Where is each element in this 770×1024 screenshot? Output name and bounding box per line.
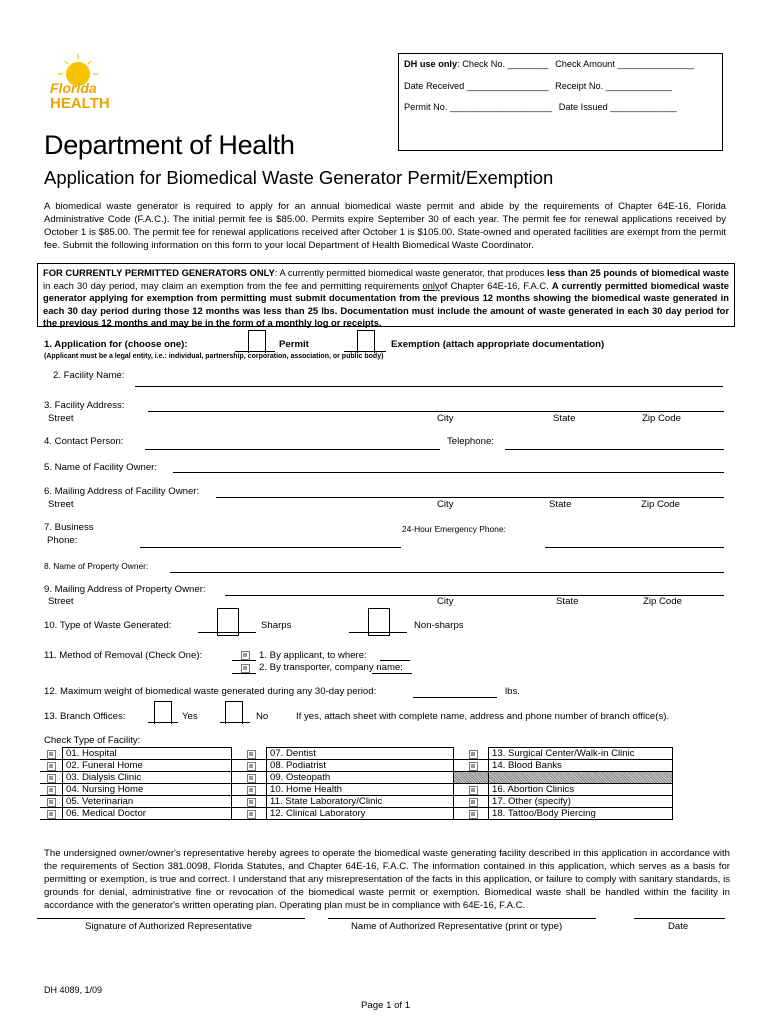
branch-no-checkbox[interactable]	[225, 701, 243, 724]
removal-applicant-label: 1. By applicant, to where:	[259, 650, 367, 661]
exemption-checkbox[interactable]	[357, 330, 375, 353]
check-no-field: : Check No. ________	[457, 59, 549, 69]
receipt-no-field: Receipt No. _____________	[555, 81, 673, 91]
q9-street-label: Street	[48, 596, 74, 607]
q6-state-label: State	[549, 499, 572, 510]
property-owner-input[interactable]	[170, 572, 724, 573]
removal-transporter-checkbox[interactable]	[241, 664, 250, 673]
facility-type-row	[40, 808, 673, 820]
facility-name-input[interactable]	[135, 386, 723, 387]
removal-applicant-checkbox[interactable]	[241, 651, 250, 660]
q3-label: 3. Facility Address:	[44, 400, 125, 411]
business-phone-input[interactable]	[140, 547, 401, 548]
q8-label: 8. Name of Property Owner:	[44, 561, 149, 571]
dh-use-only-box	[398, 53, 723, 151]
facility-address-input[interactable]	[148, 411, 724, 412]
notice-text-3: of Chapter 64E-16, F.A.C.	[439, 279, 552, 291]
facility-type-row	[40, 796, 673, 808]
permit-option-label: Permit	[279, 339, 309, 350]
attestation-paragraph: The undersigned owner/owner's representative hereby agrees to operate the biomedical waste generating facility described in this application in accordance with the requirements of Section 381.0098, Florida Statutes, and Chapter 64E-16, F.A.C. The information contained in this application, which serves as a basis for permitting or exemption, is true and correct. I understand that any misrepresentation of the facts in this application, or failure to comply with sanitary standards, is grounds for denial, administrative fine or revocation of the biomedical waste permit or exemption. Biomedical waste shall be handled within the facility in accordance with the generator's written operating plan. Operating plan must be in compliance with 64E-16, F.A.C.	[44, 848, 730, 911]
facility-type-checkbox[interactable]	[47, 762, 56, 771]
facility-type-label: 04. Nursing Home	[63, 784, 232, 796]
facility-type-label: 06. Medical Doctor	[63, 808, 232, 820]
q9-city-label: City	[437, 596, 454, 607]
branch-note: If yes, attach sheet with complete name, address and phone number of branch office(s).	[296, 711, 670, 722]
page-title: Department of Health	[44, 130, 295, 160]
date-input[interactable]	[634, 918, 725, 919]
facility-type-label: 01. Hospital	[63, 748, 232, 760]
facility-type-row	[40, 784, 673, 796]
notice-text-1: : A currently permitted biomedical waste generator, that produces	[274, 267, 547, 278]
q5-label: 5. Name of Facility Owner:	[44, 462, 158, 473]
q1-label: 1. Application for (choose one):	[44, 339, 188, 350]
q6-zip-label: Zip Code	[641, 499, 680, 510]
rep-name-label: Name of Authorized Representative (print or type)	[351, 921, 563, 932]
facility-type-label: 12. Clinical Laboratory	[267, 808, 454, 820]
signature-label: Signature of Authorized Representative	[85, 921, 252, 932]
notice-underline: only	[422, 279, 440, 291]
non-sharps-label: Non-sharps	[414, 620, 464, 631]
facility-type-checkbox[interactable]	[247, 798, 256, 807]
q11-label: 11. Method of Removal (Check One):	[44, 650, 203, 661]
removal-transporter-label: 2. By transporter, company name:	[259, 662, 403, 673]
facility-type-label: 16. Abortion Clinics	[489, 784, 673, 796]
telephone-input[interactable]	[505, 449, 724, 450]
check-amount-field: Check Amount _______________	[555, 59, 695, 69]
q7-label-2: Phone:	[47, 535, 78, 546]
facility-type-label: 08. Podiatrist	[267, 760, 454, 772]
q4-label: 4. Contact Person:	[44, 436, 124, 447]
q9-state-label: State	[556, 596, 579, 607]
q6-city-label: City	[437, 499, 454, 510]
facility-type-label: 11. State Laboratory/Clinic	[267, 796, 454, 808]
q12-label: 12. Maximum weight of biomedical waste generated during any 30-day period:	[44, 686, 377, 697]
q2-label: 2. Facility Name:	[53, 370, 125, 381]
logo-health-text: HEALTH	[50, 95, 110, 112]
facility-type-checkbox[interactable]	[469, 750, 478, 759]
lbs-label: lbs.	[505, 686, 520, 697]
q9-zip-label: Zip Code	[643, 596, 682, 607]
facility-type-label: 05. Veterinarian	[63, 796, 232, 808]
branch-no-label: No	[256, 711, 269, 722]
facility-type-table	[40, 747, 673, 820]
facility-type-label: 14. Blood Banks	[489, 760, 673, 772]
facility-type-label: 03. Dialysis Clinic	[63, 772, 232, 784]
emergency-phone-input[interactable]	[545, 547, 724, 548]
branch-yes-label: Yes	[182, 711, 198, 722]
facility-type-label: 02. Funeral Home	[63, 760, 232, 772]
facility-type-label: 18. Tattoo/Body Piercing	[489, 808, 673, 820]
date-issued-field: Date Issued _____________	[558, 102, 677, 112]
owner-mailing-address-input[interactable]	[216, 497, 724, 498]
dh-use-label: DH use only	[404, 59, 458, 69]
exemption-option-label: Exemption (attach appropriate documentation)	[391, 339, 605, 350]
facility-type-label: 07. Dentist	[267, 748, 454, 760]
facility-type-checkbox[interactable]	[47, 798, 56, 807]
facility-type-label	[489, 772, 673, 784]
facility-types-label: Check Type of Facility:	[44, 735, 141, 746]
florida-health-logo	[48, 46, 110, 116]
q3-state-label: State	[553, 413, 576, 424]
facility-type-checkbox[interactable]	[47, 786, 56, 795]
telephone-label: Telephone:	[447, 436, 494, 447]
branch-yes-checkbox[interactable]	[154, 701, 172, 724]
facility-type-label: 17. Other (specify)	[489, 796, 673, 808]
contact-person-input[interactable]	[145, 449, 440, 450]
facility-type-checkbox[interactable]	[469, 786, 478, 795]
q9-label: 9. Mailing Address of Property Owner:	[44, 584, 206, 595]
facility-type-checkbox[interactable]	[247, 786, 256, 795]
form-subtitle: Application for Biomedical Waste Generator Permit/Exemption	[44, 167, 554, 188]
permitted-generators-notice	[37, 263, 735, 327]
notice-bold-2: A currently permitted biomedical waste generator applying for exemption from permitting must submit documentation from the previous 12 months showing the biomedical waste generated in each 30 day period during those 12 months was less than 25 lbs. Documentation must include the amount of waste generated in each 30 day period for the previous 12 months and may be in the form of a monthly log or receipts.	[43, 279, 729, 329]
facility-type-checkbox[interactable]	[47, 750, 56, 759]
q3-zip-label: Zip Code	[642, 413, 681, 424]
facility-type-checkbox[interactable]	[469, 810, 478, 819]
facility-owner-input[interactable]	[173, 472, 724, 473]
notice-text-2: in each 30 day period, may claim an exemption from the fee and permitting requirements	[43, 279, 423, 291]
facility-type-row	[40, 760, 673, 772]
facility-type-checkbox[interactable]	[47, 810, 56, 819]
facility-type-checkbox[interactable]	[47, 774, 56, 783]
facility-type-label: 09. Osteopath	[267, 772, 454, 784]
q3-city-label: City	[437, 413, 454, 424]
permit-no-field: Permit No. ____________________	[404, 102, 553, 112]
date-received-field: Date Received ________________	[404, 81, 549, 91]
q1-note: (Applicant must be a legal entity, i.e.: individual, partnership, corporation, association, or public body)	[44, 353, 384, 360]
sharps-label: Sharps	[261, 620, 292, 631]
facility-type-label: 13. Surgical Center/Walk-in Clinic	[489, 748, 673, 760]
q3-street-label: Street	[48, 413, 74, 424]
max-weight-input[interactable]	[413, 697, 497, 698]
emergency-phone-label: 24-Hour Emergency Phone:	[402, 524, 506, 534]
facility-type-row	[40, 748, 673, 760]
q6-label: 6. Mailing Address of Facility Owner:	[44, 486, 200, 497]
facility-type-checkbox[interactable]	[469, 762, 478, 771]
q13-label: 13. Branch Offices:	[44, 711, 126, 722]
page-number: Page 1 of 1	[361, 1000, 411, 1011]
form-id: DH 4089, 1/09	[44, 985, 103, 995]
facility-type-row	[40, 772, 673, 784]
facility-type-checkbox[interactable]	[247, 762, 256, 771]
q7-label: 7. Business	[44, 522, 94, 533]
rep-name-input[interactable]	[328, 918, 596, 919]
q6-street-label: Street	[48, 499, 74, 510]
permit-checkbox[interactable]	[248, 330, 266, 353]
facility-type-checkbox[interactable]	[247, 774, 256, 783]
date-label: Date	[668, 921, 689, 932]
facility-type-checkbox[interactable]	[469, 798, 478, 807]
q10-label: 10. Type of Waste Generated:	[44, 620, 172, 631]
signature-input[interactable]	[37, 918, 305, 919]
facility-type-checkbox[interactable]	[247, 750, 256, 759]
facility-type-checkbox[interactable]	[247, 810, 256, 819]
facility-type-label: 10. Home Health	[267, 784, 454, 796]
notice-bold-1: less than 25 pounds of biomedical waste	[547, 267, 729, 278]
notice-heading: FOR CURRENTLY PERMITTED GENERATORS ONLY	[43, 267, 275, 278]
logo-florida-text: Florida	[50, 80, 97, 96]
intro-paragraph: A biomedical waste generator is required to apply for an annual biomedical waste permit and abide by the requirements of Chapter 64E-16, Florida Administrative Code (F.A.C.). The initial permit fee is $85.00. Permits expire September 30 of each year. The permit fee for renewal applications received by October 1 is $85.00. The permit fee for renewal applications received after October 1 is $105.00. State-owned and operated facilities are exempt from the permit fee. Submit the following information on this form to your local Department of Health Biomedical Waste Coordinator.	[44, 201, 726, 251]
